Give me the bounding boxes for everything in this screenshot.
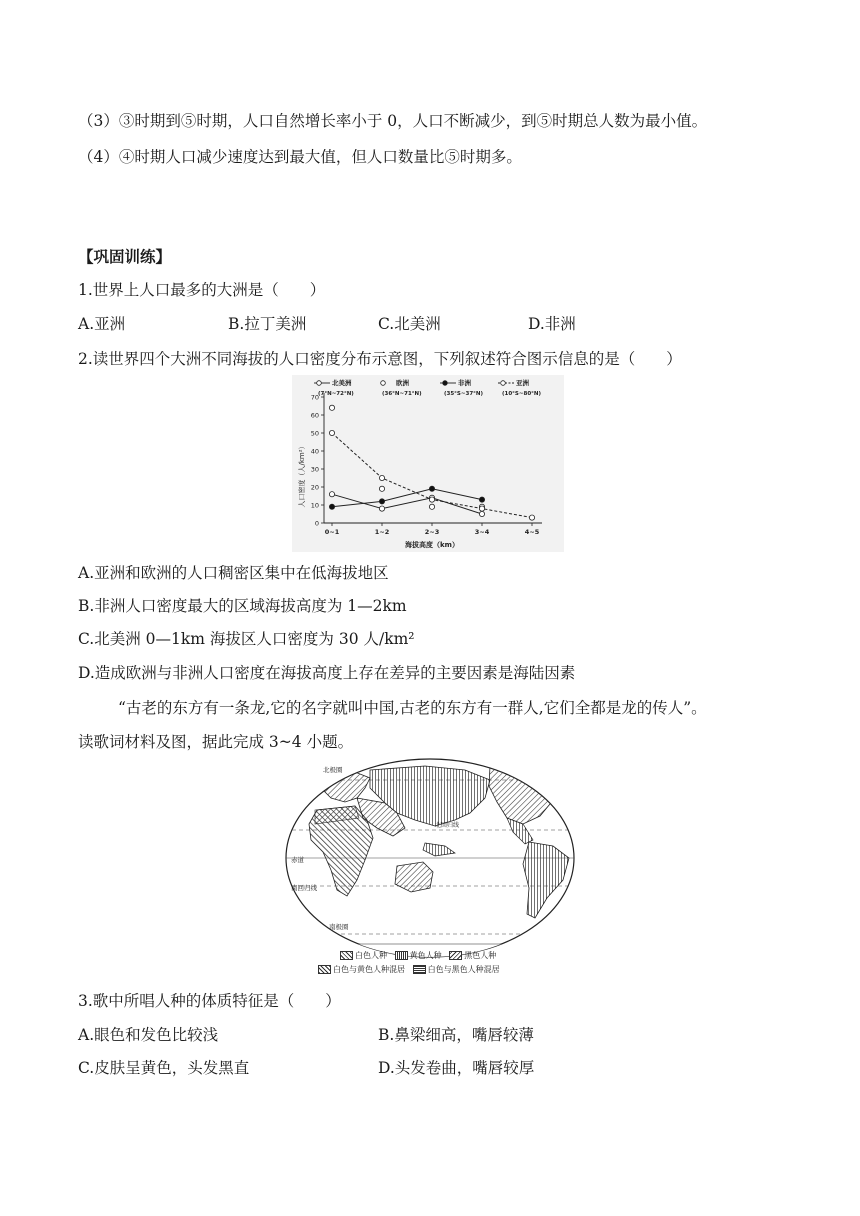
chart-legend-range: (7°N~72°N) — [318, 391, 354, 397]
analysis-line-4: （4）④时期人口减少速度达到最大值，但人口数量比⑤时期多。 — [78, 148, 522, 166]
chart-y-tick-label: 40 — [310, 447, 319, 456]
legend-white-yellow-swatch — [318, 965, 331, 974]
arctic-label: 北极圈 — [323, 766, 343, 774]
legend-yellow-swatch — [395, 951, 408, 960]
q2-option-d: D.造成欧洲与非洲人口密度在海拔高度上存在差异的主要因素是海陆因素 — [78, 664, 576, 682]
chart-legend-range: (36°N~71°N) — [382, 391, 422, 397]
chart-point — [479, 511, 484, 516]
q2-option-b: B.非洲人口密度最大的区域海拔高度为 1—2km — [78, 597, 407, 615]
chart-y-tick-label: 0 — [314, 519, 319, 528]
chart-point — [379, 499, 384, 504]
greenland-shape — [540, 762, 565, 776]
q1-option-a: A.亚洲 — [78, 315, 126, 333]
legend-black-swatch — [449, 951, 462, 960]
passage-instruction: 读歌词材料及图，据此完成 3~4 小题。 — [78, 733, 354, 751]
chart-legend-marker — [501, 381, 506, 386]
q3-option-a: A.眼色和发色比较浅 — [78, 1026, 219, 1044]
legend-white-swatch — [340, 951, 353, 960]
chart-y-axis-label: 人口密度（人/km²） — [298, 442, 306, 508]
chart-legend-marker — [443, 381, 448, 386]
legend-white-label: 白色人种 — [355, 951, 387, 960]
equator-label: 赤道 — [291, 856, 304, 864]
chart-x-tick-label: 0~1 — [324, 528, 340, 536]
chart-point — [479, 497, 484, 502]
chart-background — [292, 375, 564, 552]
chart-point — [379, 486, 384, 491]
chart-point — [479, 506, 484, 511]
chart-legend-label: 亚洲 — [516, 379, 529, 387]
antarctic-label: 南极圈 — [329, 923, 349, 931]
legend-yellow-label: 黄色人种 — [409, 951, 442, 960]
chart-point — [329, 492, 334, 497]
q1-option-d: D.非洲 — [528, 315, 576, 333]
chart-x-tick-label: 4~5 — [524, 528, 540, 536]
human-race-world-map — [285, 758, 575, 958]
chart-point — [429, 497, 434, 502]
chart-legend-marker — [317, 381, 322, 386]
q2-option-a: A.亚洲和欧洲的人口稠密区集中在低海拔地区 — [78, 564, 389, 582]
chart-legend-marker — [381, 381, 386, 386]
q3-option-c: C.皮肤呈黄色，头发黑直 — [78, 1059, 250, 1077]
chart-x-axis-label: 海拔高度（km） — [405, 541, 459, 549]
tropic-north-label: 北回归线 — [435, 822, 460, 829]
chart-y-tick-label: 50 — [310, 429, 319, 438]
q2-option-c: C.北美洲 0—1km 海拔区人口密度为 30 人/km² — [78, 630, 415, 648]
chart-legend-label: 北美洲 — [332, 379, 352, 387]
chart-x-tick-label: 3~4 — [474, 528, 490, 536]
legend-white-black-label: 白色与黑色人种混居 — [427, 965, 500, 974]
chart-y-tick-label: 20 — [310, 483, 319, 492]
chart-point — [329, 504, 334, 509]
chart-legend-label: 欧洲 — [396, 379, 409, 387]
chart-legend-range: (10°S~80°N) — [502, 391, 542, 397]
q2-stem: 2.读世界四个大洲不同海拔的人口密度分布示意图，下列叙述符合图示信息的是（ ） — [78, 350, 682, 368]
chart-x-tick-label: 2~3 — [424, 528, 440, 536]
tropic-south-label: 南回归线 — [291, 884, 317, 892]
chart-canvas — [292, 375, 564, 552]
chart-point — [529, 515, 534, 520]
chart-y-tick-label: 10 — [310, 501, 319, 510]
q3-option-d: D.头发卷曲，嘴唇较厚 — [378, 1059, 535, 1077]
q3-stem: 3.歌中所唱人种的体质特征是（ ） — [78, 992, 341, 1010]
chart-y-tick-label: 70 — [310, 393, 319, 402]
q1-stem: 1.世界上人口最多的大洲是（ ） — [78, 281, 326, 299]
legend-white-black-swatch — [413, 965, 426, 974]
chart-y-tick-label: 60 — [310, 411, 319, 420]
chart-point — [429, 486, 434, 491]
chart-point — [379, 506, 384, 511]
passage-quote: “古老的东方有一条龙,它的名字就叫中国,古老的东方有一群人,它们全都是龙的传人”。 — [118, 699, 707, 717]
legend-white-yellow-label: 白色与黄色人种混居 — [333, 965, 405, 974]
chart-legend-label: 非洲 — [458, 379, 471, 387]
chart-point — [329, 430, 334, 435]
chart-y-tick-label: 30 — [310, 465, 319, 474]
legend-black-label: 黑色人种 — [464, 951, 497, 960]
chart-x-tick-label: 1~2 — [374, 528, 390, 536]
q1-option-b: B.拉丁美洲 — [228, 315, 307, 333]
q3-option-b: B.鼻梁细高，嘴唇较薄 — [378, 1026, 534, 1044]
section-title: 【巩固训练】 — [78, 247, 172, 266]
chart-point — [329, 405, 334, 410]
population-density-chart — [292, 375, 564, 552]
analysis-line-3: （3）③时期到⑤时期，人口自然增长率小于 0，人口不断减少，到⑤时期总人数为最小值。 — [78, 112, 708, 130]
map-legend-row-2 — [318, 964, 500, 975]
map-legend-row-1 — [340, 950, 496, 961]
chart-legend-range: (35°S~37°N) — [444, 391, 484, 397]
q1-option-c: C.北美洲 — [378, 315, 441, 333]
chart-point — [379, 475, 384, 480]
chart-point — [429, 504, 434, 509]
